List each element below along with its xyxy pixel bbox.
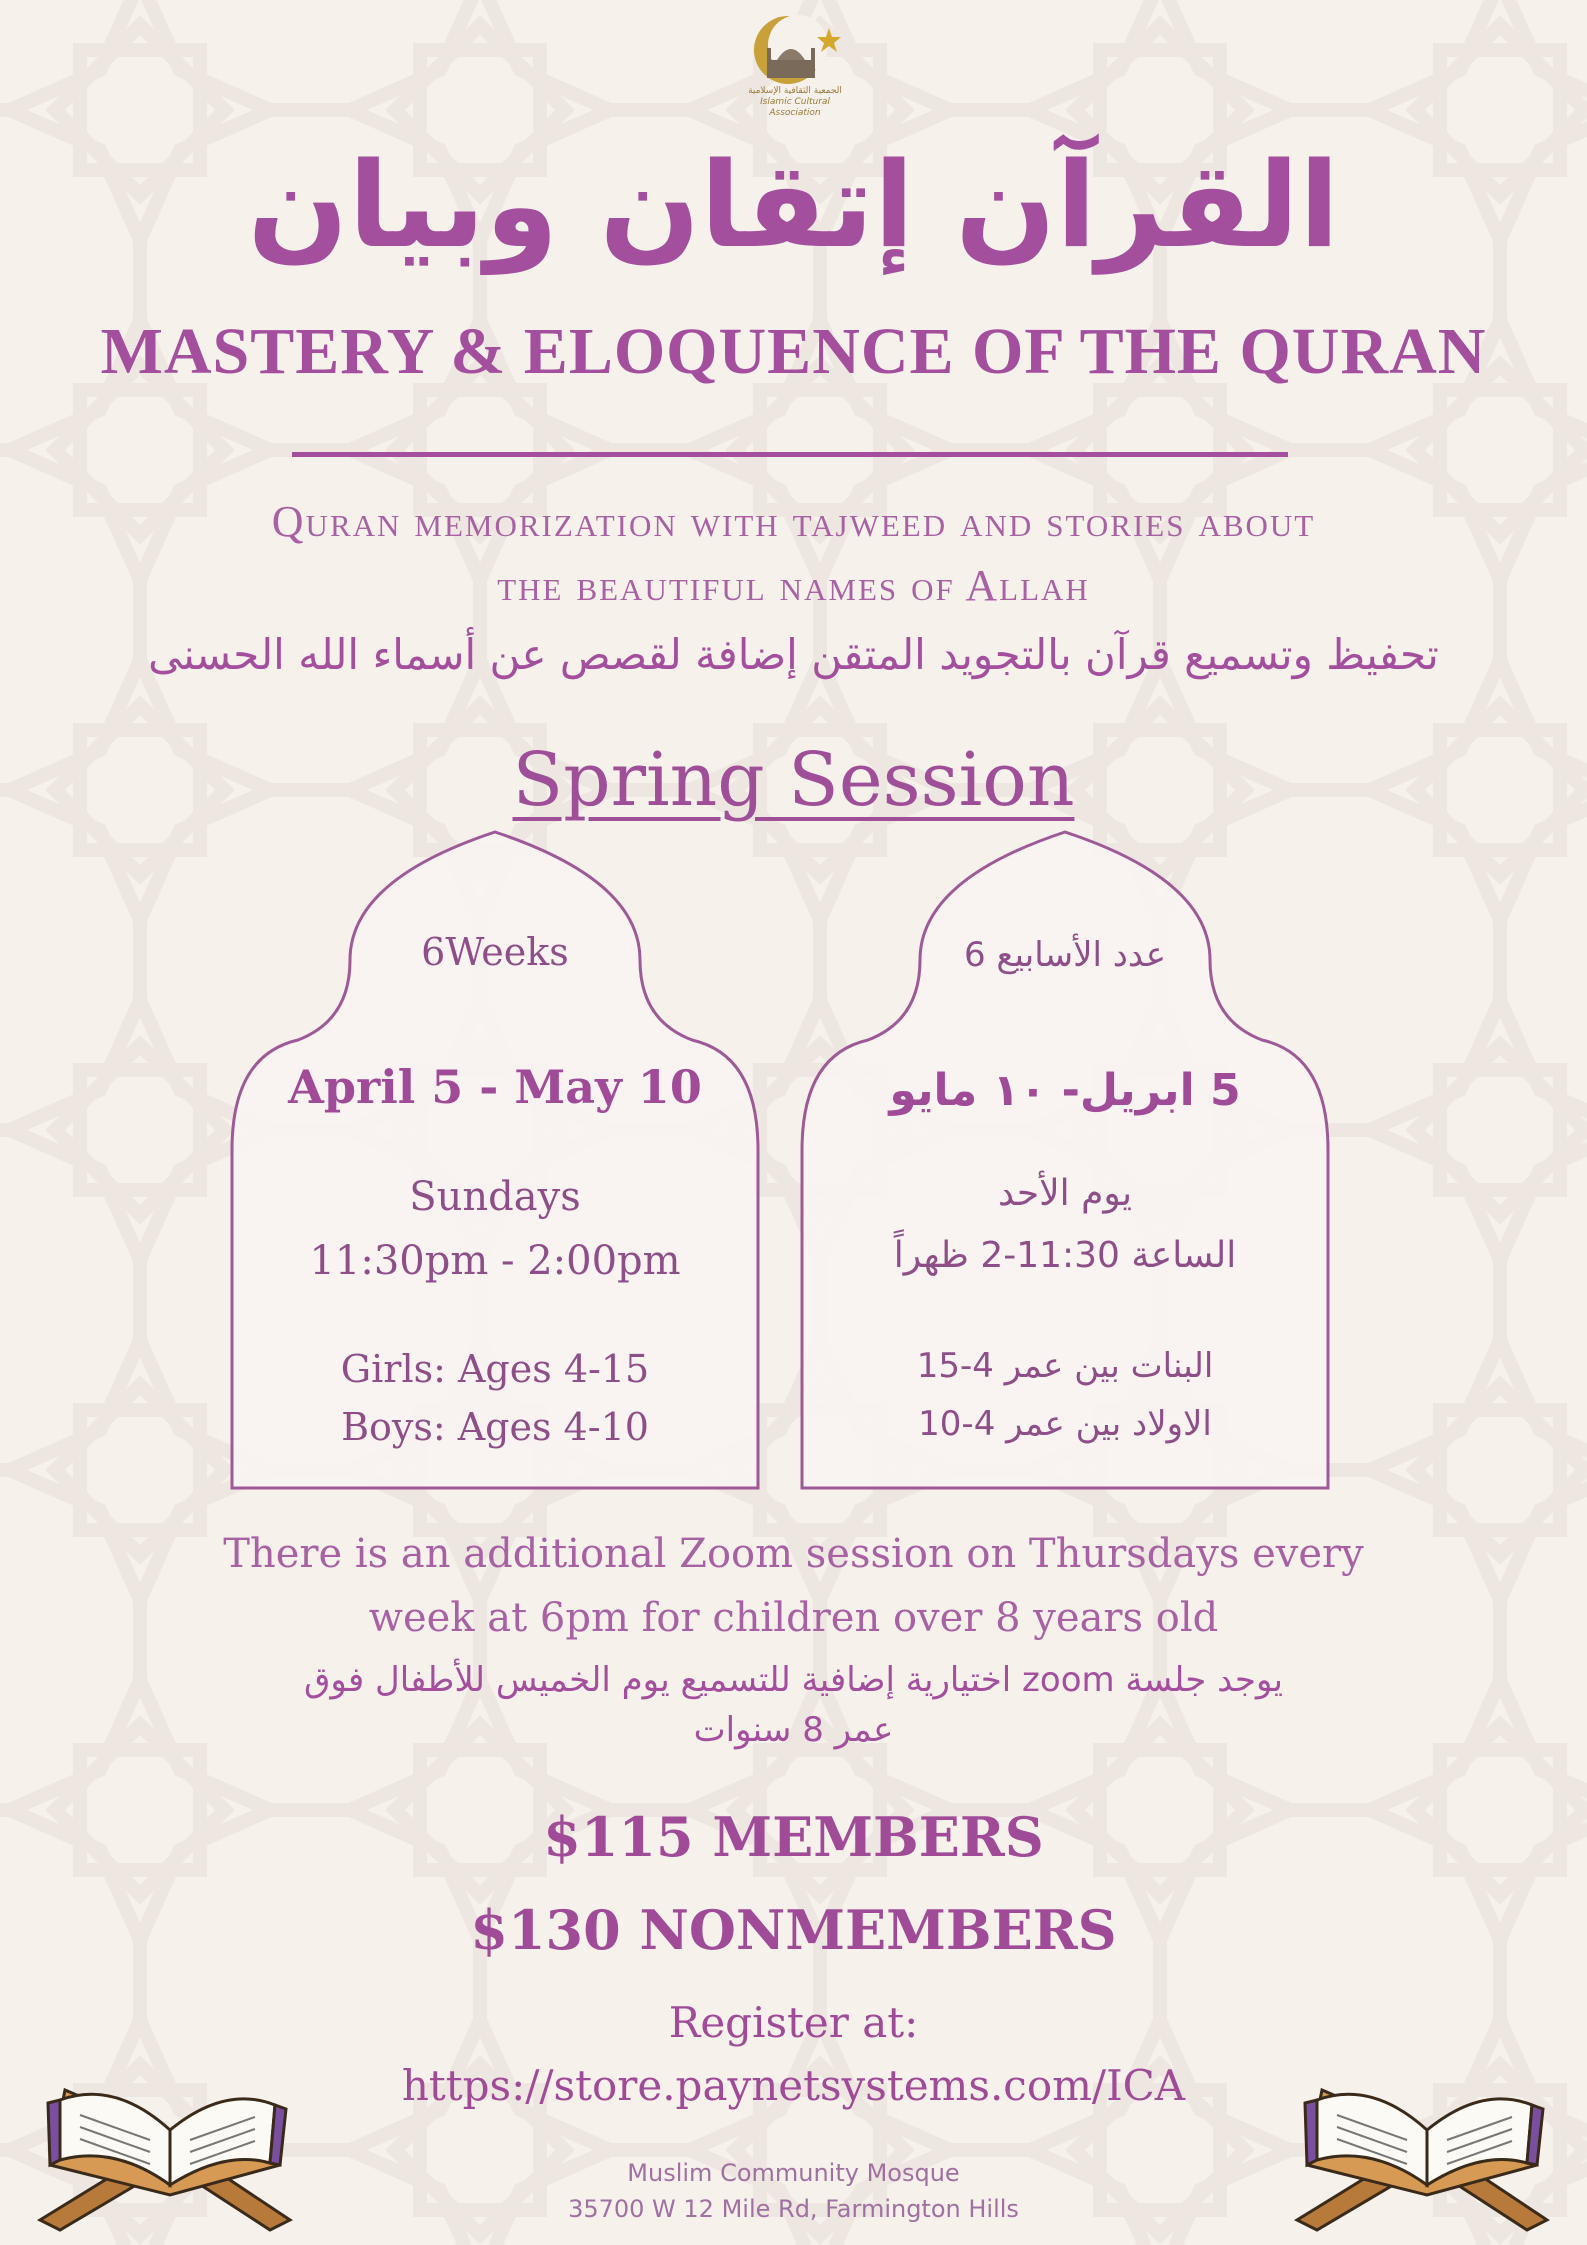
english-card-ages <box>232 1340 758 1456</box>
english-subtitle <box>0 490 1587 618</box>
zoom-arabic-line-2: عمر 8 سنوات <box>693 1710 894 1750</box>
zoom-line-2: week at 6pm for children over 8 years old <box>368 1595 1219 1641</box>
subtitle-line-1: Quran memorization with tajweed and stories about <box>271 497 1316 546</box>
footer-address: 35700 W 12 Mile Rd, Farmington Hills <box>568 2195 1019 2223</box>
arabic-card-boys: الاولاد بين عمر 4-10 <box>918 1404 1212 1444</box>
zoom-arabic-line-1: يوجد جلسة zoom اختيارية إضافية للتسميع يوم الخميس للأطفال فوق <box>304 1660 1283 1700</box>
zoom-info-english <box>0 1522 1587 1650</box>
logo-english-name: Islamic Cultural Association <box>760 97 830 118</box>
session-title <box>0 735 1587 825</box>
register-link[interactable]: https://store.paynetsystems.com/ICA <box>401 2061 1186 2110</box>
arabic-card-schedule <box>802 1163 1328 1287</box>
english-card-time: 11:30pm - 2:00pm <box>309 1238 681 1284</box>
open-quran-on-stand-icon <box>1277 2045 1567 2240</box>
arabic-subtitle: تحفيظ وتسميع قرآن بالتجويد المتقن إضافة لقصص عن أسماء الله الحسنى <box>148 630 1439 679</box>
zoom-line-1: There is an additional Zoom session on Thursdays every <box>223 1531 1364 1577</box>
arabic-card-time: الساعة 11:30-2 ظهراً <box>893 1235 1237 1276</box>
english-card-schedule <box>232 1165 758 1293</box>
arabic-card-dates: 5 ابريل- ١٠ مايو <box>889 1065 1241 1116</box>
english-title: MASTERY & ELOQUENCE OF THE QURAN <box>100 315 1487 388</box>
english-card-boys: Boys: Ages 4-10 <box>341 1405 649 1449</box>
title-divider <box>292 452 1288 457</box>
price-members: $115 MEMBERS <box>543 1805 1044 1869</box>
english-card-dates: April 5 - May 10 <box>288 1060 702 1114</box>
logo-arabic-name: الجمعية الثقافية الإسلامية <box>748 86 842 96</box>
price-nonmembers: $130 NONMEMBERS <box>470 1898 1117 1962</box>
arabic-title: القرآن إتقان وبيان <box>247 136 1340 274</box>
english-card-day: Sundays <box>409 1174 581 1220</box>
zoom-info-arabic <box>0 1655 1587 1755</box>
footer-venue: Muslim Community Mosque <box>627 2159 960 2187</box>
logo-caption <box>735 86 855 119</box>
arabic-card-weeks: عدد الأسابيع 6 <box>963 935 1167 975</box>
subtitle-line-2: the beautiful names of Allah <box>497 561 1090 610</box>
arabic-card-ages <box>802 1337 1328 1453</box>
english-card-girls: Girls: Ages 4-15 <box>340 1347 650 1391</box>
arabic-card-day: يوم الأحد <box>997 1173 1133 1214</box>
english-card-weeks: 6Weeks <box>421 930 569 974</box>
register-label: Register at: <box>668 1998 919 2047</box>
open-quran-on-stand-icon <box>20 2045 310 2240</box>
arabic-card-girls: البنات بين عمر 4-15 <box>916 1346 1214 1386</box>
session-title-text: Spring Session <box>512 737 1075 823</box>
